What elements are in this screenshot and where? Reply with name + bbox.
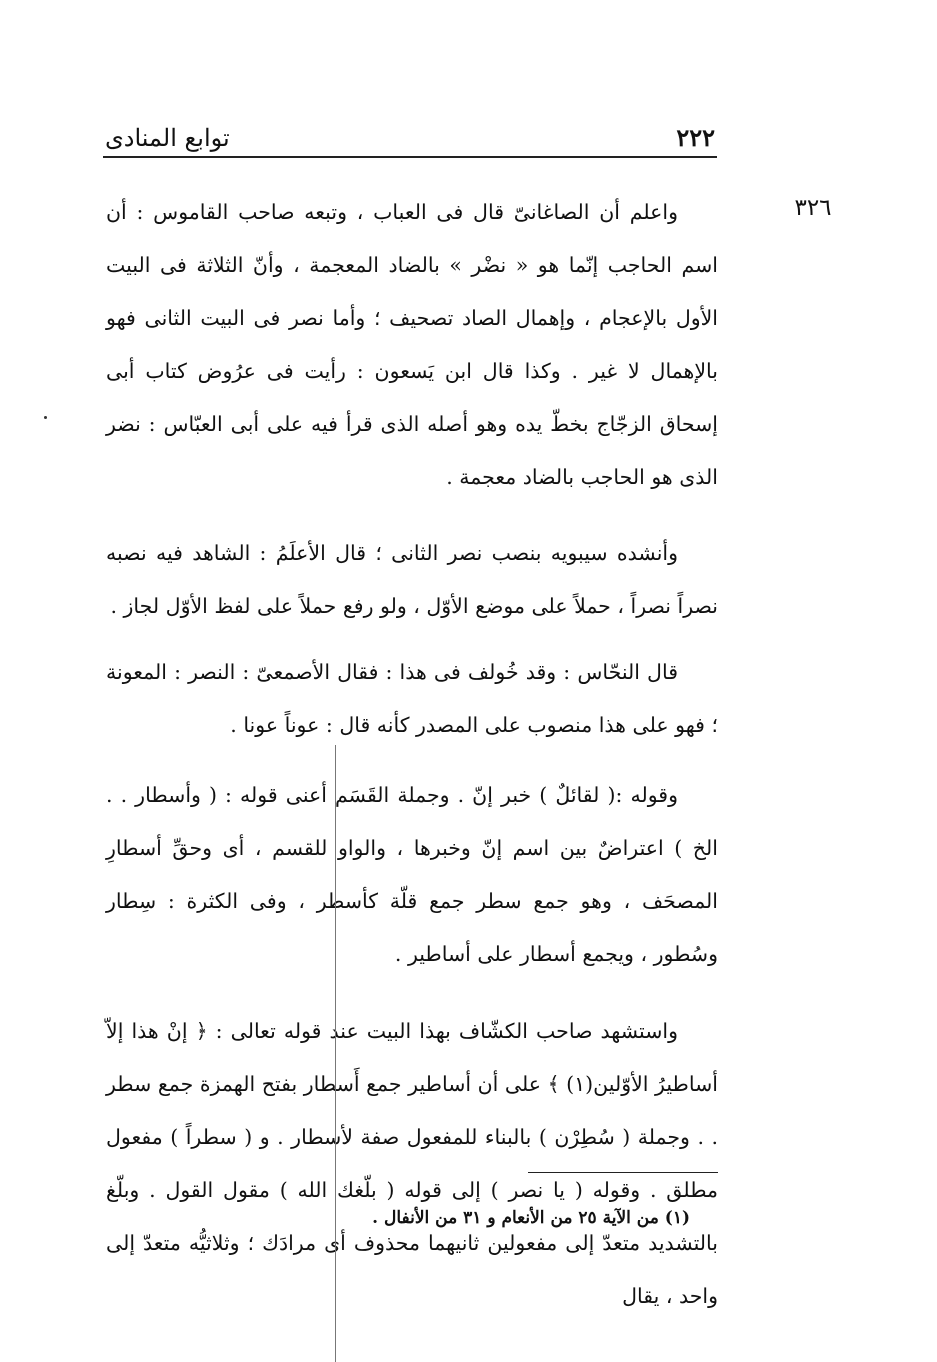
margin-entry-number: ٣٢٦ <box>794 195 832 221</box>
paragraph-3: قال النحّاس : وقد خُولف فى هذا : فقال الأصمعىّ : النصر : المعونة ؛ فهو على هذا منصوب على المصدر كأنه قال : عوناً عونا . <box>106 660 718 737</box>
scan-crease-line <box>335 745 336 1362</box>
footnote-divider <box>528 1172 718 1173</box>
paragraph-1: واعلم أن الصاغانىّ قال فى العباب ، وتبعه صاحب القاموس : أن اسم الحاجب إنّما هو « نضْر » بالضاد المعجمة ، وأنّ الثلاثة فى البيت الأول بالإعجام ، وإهمال الصاد تصحيف ؛ وأما نصر فى البيت الثانى فهو بالإهمال لا غير . وكذا قال ابن يَسعون : رأيت فى عرُوض كتاب أبى إسحاق الزجّاج بخطّ يده وهو أصله الذى قرأ فيه على أبى العبّاس : نضر الذى هو الحاجب بالضاد معجمة . <box>106 200 718 489</box>
header-divider <box>103 156 717 158</box>
main-text <box>106 186 718 1323</box>
paragraph-5: واستشهد صاحب الكشّاف بهذا البيت عند قوله تعالى : ﴿ إنْ هذا إلاّ أساطيرُ الأوّلين(١) ﴾ على أن أساطير جمع أَسطار بفتح الهمزة جمع سطر . . وجملة ( سُطِرْن ) بالبناء للمفعول صفة لأسطار . و ( سطراً ) مفعول مطلق . وقوله ( يا نصر ) إلى قوله ( بلّغك الله ) مقول القول . وبلّغ بالتشديد متعدّ إلى مفعولين ثانيهما محذوف أى مرادَك ؛ وثلاثيُّه متعدّ إلى واحد ، يقال <box>106 1019 718 1308</box>
footnote: (١) من الآية ٢٥ من الأنعام و ٣١ من الأنفال . <box>372 1208 690 1228</box>
running-header <box>105 118 715 158</box>
page-number: ٢٢٢ <box>676 123 715 152</box>
scan-speck <box>44 416 47 419</box>
paragraph-2: وأنشده سيبويه بنصب نصر الثانى ؛ قال الأعلَمُ : الشاهد فيه نصبه نصراً نصراً ، حملاً على موضع الأوّل ، ولو رفع حملاً على لفظ الأوّل لجاز . <box>106 541 718 618</box>
chapter-title: توابع المنادى <box>105 124 230 152</box>
paragraph-4: وقوله :( لقائلٌ ) خبر إنّ . وجملة القَسَم أعنى قوله : ( وأسطار . . الخ ) اعتراضٌ بين اسم إنّ وخبرها ، والواو للقسم ، أى وحقِّ أسطارِ المصحَف ، وهو جمع سطر جمع قلّة كأسطر ، وفى الكثرة : سِطار وسُطور ، ويجمع أسطار على أساطير . <box>106 783 718 966</box>
